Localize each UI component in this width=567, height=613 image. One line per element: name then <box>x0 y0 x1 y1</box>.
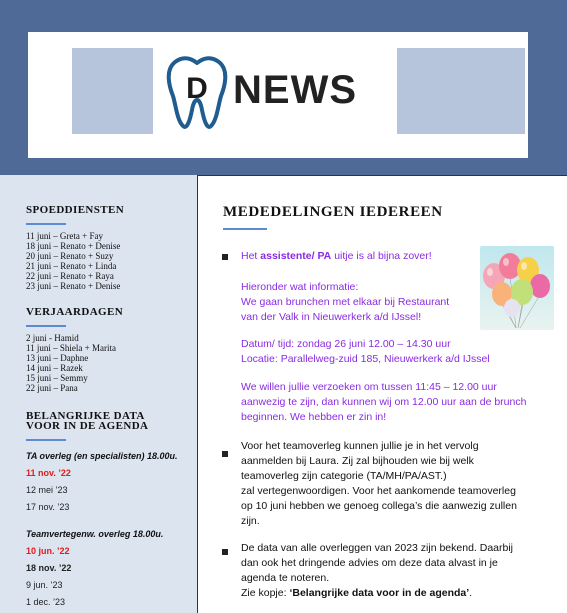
info-line: Hieronder wat informatie: <box>241 281 359 293</box>
banner-right-panel <box>397 48 525 134</box>
paragraph-line: teamoverleg zijn categorie (TA/MH/PA/AST.) <box>241 470 447 482</box>
agenda-date: 11 nov. ’22 <box>26 468 71 478</box>
bullet-icon <box>222 451 228 457</box>
uitje-info <box>241 280 449 325</box>
list-item: 14 juni – Razek <box>26 363 83 373</box>
paragraph-line: zijn. <box>241 515 260 527</box>
list-item: 22 juni – Renato + Raya <box>26 271 114 281</box>
agenda-heading-line1: BELANGRIJKE DATA <box>26 410 145 422</box>
list-item: 18 juni – Renato + Denise <box>26 241 121 251</box>
agenda-date: 17 nov. ’23 <box>26 502 70 512</box>
agenda-group1-title: TA overleg (en specialisten) 18.00u. <box>26 451 178 461</box>
see-heading-prefix: Zie kopje: <box>241 587 290 599</box>
list-item: 2 juni - Hamid <box>26 333 79 343</box>
overleggen-paragraph <box>241 541 513 601</box>
agenda-group2-title: Teamvertegenw. overleg 18.00u. <box>26 529 164 539</box>
bullet-icon <box>222 254 228 260</box>
uitje-intro-bold: assistente/ PA <box>260 250 332 262</box>
header-band <box>0 0 567 175</box>
tooth-logo-icon <box>163 54 231 130</box>
see-heading-bold: ‘Belangrijke data voor in de agenda’ <box>289 587 470 599</box>
paragraph-line: aanmelden bij Laura. Zij zal bijhouden wie bij welk <box>241 455 474 467</box>
arrival-line: beginnen. We hebben er zin in! <box>241 411 387 423</box>
paragraph-line: agenda te noteren. <box>241 572 330 584</box>
spoeddiensten-heading: SPOEDDIENSTEN <box>26 204 125 216</box>
agenda-date: 1 dec. ’23 <box>26 597 66 607</box>
info-line: We gaan brunchen met elkaar bij Restaurant <box>241 296 450 308</box>
balloons-image <box>480 246 554 330</box>
arrival-line: aanwezig te zijn, dan kunnen wij om 12.00 uur aan de brunch <box>241 396 527 408</box>
list-item: 11 juni – Shiela + Marita <box>26 343 116 353</box>
list-item: 11 juni – Greta + Fay <box>26 231 103 241</box>
arrival-line: We willen jullie verzoeken om tussen 11:45 – 12.00 uur <box>241 381 497 393</box>
paragraph-line: Voor het teamoverleg kunnen jullie je in het vervolg <box>241 440 479 452</box>
uitje-intro-prefix: Het <box>241 250 261 262</box>
list-item: 23 juni – Renato + Denise <box>26 281 121 291</box>
paragraph-line: zal vertegenwoordigen. Voor het aankomende teamoverleg <box>241 485 516 497</box>
agenda-date: 12 mei ’23 <box>26 485 68 495</box>
agenda-section <box>26 411 178 608</box>
verjaardagen-section <box>26 307 123 393</box>
uitje-arrival <box>241 380 526 425</box>
heading-underline <box>26 439 66 441</box>
page-title: MEDEDELINGEN IEDEREEN <box>223 204 443 220</box>
logo-text: NEWS <box>233 68 357 112</box>
verjaardagen-heading: VERJAARDAGEN <box>26 306 124 318</box>
uitje-intro <box>241 249 432 264</box>
spoeddiensten-list <box>26 231 124 291</box>
agenda-date: 18 nov. ’22 <box>26 563 72 573</box>
paragraph-line: De data van alle overleggen van 2023 zijn bekend. Daarbij <box>241 542 514 554</box>
verjaardagen-list <box>26 333 123 393</box>
see-heading-suffix: . <box>469 587 473 599</box>
title-underline <box>223 228 267 230</box>
paragraph-line <box>241 586 513 601</box>
list-item: 15 juni – Semmy <box>26 373 88 383</box>
teamoverleg-paragraph <box>241 439 517 529</box>
list-item: 20 juni – Renato + Suzy <box>26 251 114 261</box>
sidebar <box>0 175 197 613</box>
list-item: 22 juni – Pana <box>26 383 78 393</box>
date-line: Datum/ tijd: zondag 26 juni 12.00 – 14.30 uur <box>241 338 451 350</box>
list-item: 13 juni – Daphne <box>26 353 89 363</box>
banner-left-panel <box>72 48 153 134</box>
uitje-intro-suffix: uitje is al bijna zover! <box>331 250 432 262</box>
logo-letter: D <box>186 72 208 105</box>
info-line: van der Valk in Nieuwerkerk a/d IJssel! <box>241 311 422 323</box>
paragraph-line: dan ook het dringende advies om deze data alvast in je <box>241 557 498 569</box>
agenda-date: 9 jun. ’23 <box>26 580 63 590</box>
newsletter-banner <box>153 48 397 134</box>
main-content <box>197 175 567 613</box>
spoeddiensten-section <box>26 205 124 291</box>
location-line: Locatie: Parallelweg-zuid 185, Nieuwerkerk a/d IJssel <box>241 353 490 365</box>
header-frame <box>28 32 528 158</box>
agenda-heading-line2: VOOR IN DE AGENDA <box>26 420 149 432</box>
bullet-icon <box>222 549 228 555</box>
agenda-date: 10 jun. ’22 <box>26 546 70 556</box>
list-item: 21 juni – Renato + Linda <box>26 261 117 271</box>
paragraph-line: op 10 juni hebben we genoeg collega’s die aanwezig zullen <box>241 500 517 512</box>
uitje-date-location <box>241 337 490 367</box>
heading-underline <box>26 325 66 327</box>
heading-underline <box>26 223 66 225</box>
